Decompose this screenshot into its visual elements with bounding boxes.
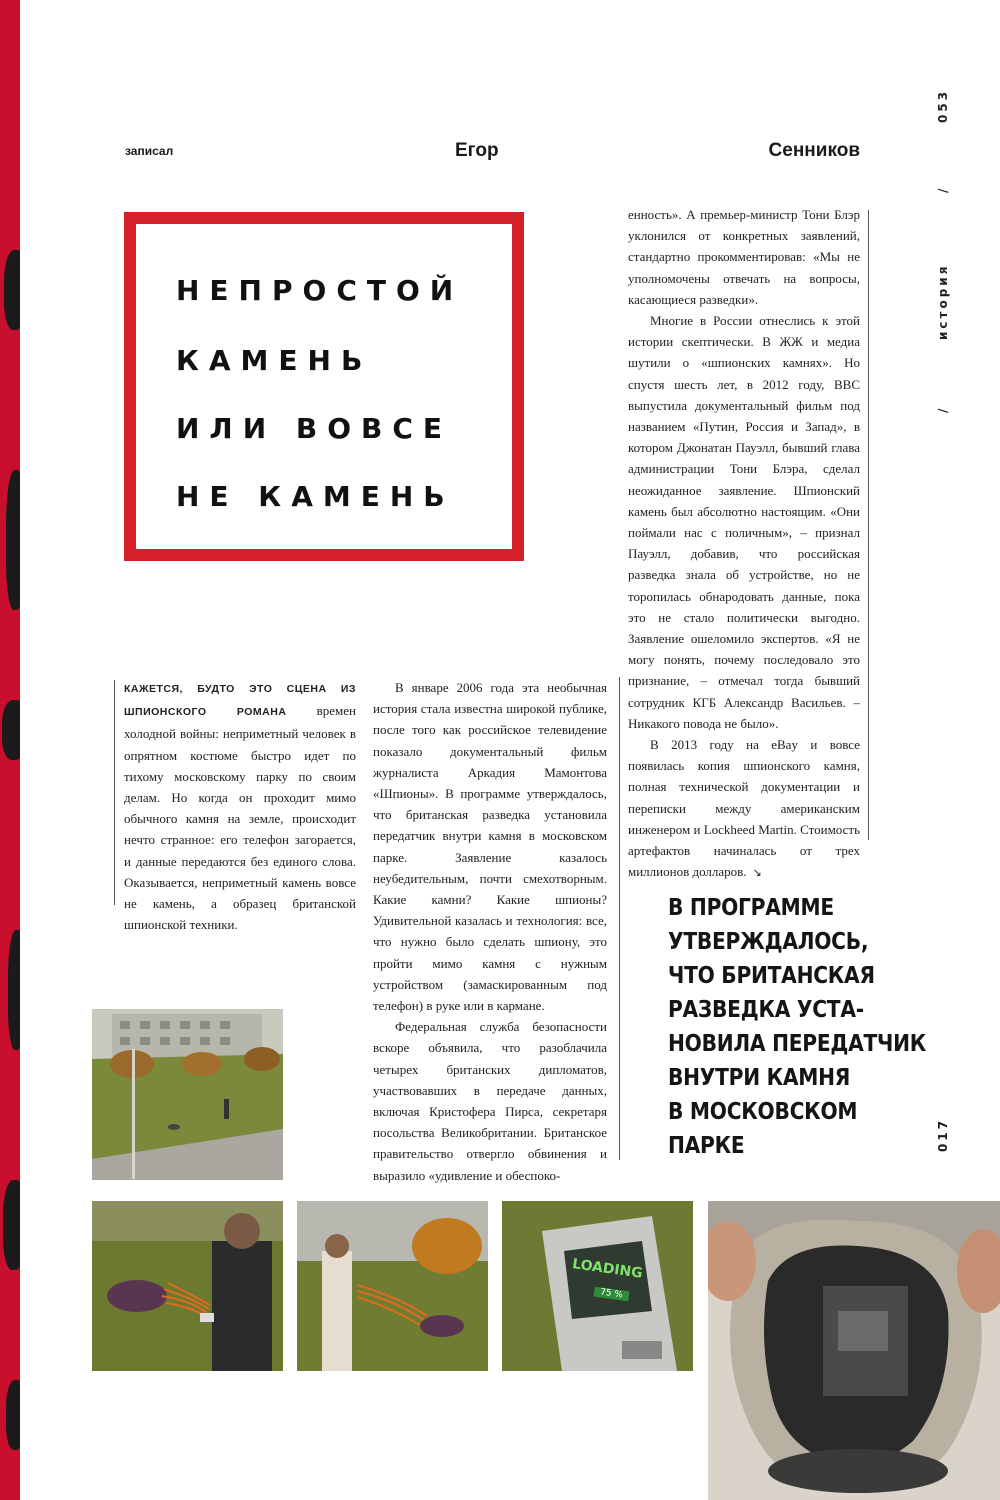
park-scene-image bbox=[92, 1009, 283, 1180]
rail-separator: / bbox=[936, 405, 950, 413]
title-line-3: ИЛИ ВОВСЕ bbox=[176, 412, 453, 445]
pull-quote bbox=[668, 890, 927, 1162]
pull-quote-line: ВНУТРИ КАМНЯ bbox=[668, 1063, 851, 1091]
text-column-3 bbox=[628, 204, 860, 884]
article-title-box bbox=[124, 212, 524, 561]
rail-separator: / bbox=[936, 185, 950, 193]
section-rail bbox=[936, 85, 956, 415]
paragraph bbox=[628, 734, 860, 883]
paragraph-text: В 2013 году на eBay и вовсе появилась копия шпионского камня, полная технической документации и переписки между американским инженером и Lockheed Martin. Стоимость артефактов начиналась от трех миллионов долларов. bbox=[628, 737, 860, 880]
pull-quote-line: В МОСКОВСКОМ bbox=[668, 1097, 858, 1125]
author-last-name: Сенников bbox=[768, 140, 860, 161]
spy-walking-image bbox=[297, 1201, 488, 1371]
loading-device-image bbox=[502, 1201, 693, 1371]
spy-with-phone-image bbox=[92, 1201, 283, 1371]
loading-text: LOADING bbox=[571, 1256, 644, 1282]
paragraph: енность». А премьер-министр Тони Блэр уклонился от конкретных заявлений, стандартно прокомментировав: «Мы не уполномочены отвечать на вопросы, касающиеся разведки». bbox=[628, 207, 860, 307]
pull-quote-line: НОВИЛА ПЕРЕДАТЧИК bbox=[668, 1029, 927, 1057]
decorative-red-edge bbox=[0, 0, 20, 1500]
pull-quote-line: УТВЕРЖДАЛОСЬ, bbox=[668, 927, 869, 955]
byline-label: записал bbox=[125, 144, 174, 158]
spy-rock-photo bbox=[708, 1201, 1000, 1500]
text-column-2 bbox=[373, 677, 607, 1186]
text-column-1 bbox=[124, 677, 356, 935]
pull-quote-line: В ПРОГРАММЕ bbox=[668, 893, 834, 921]
column-rule bbox=[619, 677, 620, 1160]
title-line-1: НЕПРОСТОЙ bbox=[176, 274, 464, 307]
page-number: 017 bbox=[936, 1117, 950, 1152]
byline bbox=[125, 140, 860, 162]
loading-percent: 75 % bbox=[593, 1287, 629, 1302]
end-arrow-icon: ↘ bbox=[752, 866, 762, 880]
issue-number: 053 bbox=[936, 88, 950, 123]
title-line-2: КАМЕНЬ bbox=[176, 344, 373, 377]
column-rule bbox=[868, 210, 869, 840]
paragraph: В январе 2006 года эта необычная история стала известна широкой публике, после того как российское телевидение показало документальный фильм журналиста Аркадия Мамонтова «Шпионы». В программе утверждалось, что британская разведка установила передатчик внутри камня в московском парке. Заявление казалось неубедительным, почти смехотворным. Какие камни? Какие шпионы? Удивительной казалась и технология: все, что нужно было сделать шпиону, это пройти мимо камня с нужным устройством (замаскированным под телефон) в руке или в кармане. bbox=[373, 680, 607, 1014]
pull-quote-line: ЧТО БРИТАНСКАЯ bbox=[668, 961, 875, 989]
paragraph: Многие в России отнеслись к этой истории скептически. В ЖЖ и медиа шутили о «шпионских камнях». Но спустя шесть лет, в 2012 году, BBC выпустила документальный фильм под названием «Путин, Россия и Запад», в котором Джонатан Пауэлл, бывший глава администрации Тони Блэра, сделал неожиданное заявление. Шпионский камень был абсолютно настоящим. «Они поймали нас с поличным», – признал Пауэлл, добавив, что российская разведка знала об устройстве, но не торопилась обнародовать данные, пока это не стало политически выгодно. Заявление ошеломило экспертов. «Я не могу понять, почему последовало это признание, – отмечал тогда бывший сотрудник КГБ Александр Васильев. – Никакого повода не было». bbox=[628, 313, 860, 731]
section-name: история bbox=[936, 263, 950, 340]
pull-quote-line: РАЗВЕДКА УСТА- bbox=[668, 995, 864, 1023]
title-line-4: НЕ КАМЕНЬ bbox=[176, 480, 455, 513]
paragraph-text: времен холодной войны: неприметный человек в опрятном костюме быстро идет по тихому московскому парку по своим делам. Но когда он проходит мимо обычного камня на земле, происходит нечто странное: его телефон загорается, и данные передаются без единого слова. Оказывается, неприметный камень вовсе не камень, а образец британской шпионской техники. bbox=[124, 703, 356, 933]
lead-in: КАЖЕТСЯ, БУДТО ЭТО СЦЕНА ИЗ ШПИОНСКОГО РОМАНА bbox=[124, 683, 356, 719]
paragraph: Федеральная служба безопасности вскоре объявила, что разоблачила четырех британских дипломатов, участвовавших в передаче данных, включая Кристофера Пирса, секретаря посольства Великобритании. Британское правительство отвергло обвинения и выразило «удивление и обеспоко- bbox=[373, 1019, 607, 1183]
column-rule bbox=[114, 680, 115, 905]
author-first-name: Егор bbox=[455, 140, 499, 161]
paragraph bbox=[124, 677, 356, 935]
pull-quote-line: ПАРКЕ bbox=[668, 1131, 745, 1159]
